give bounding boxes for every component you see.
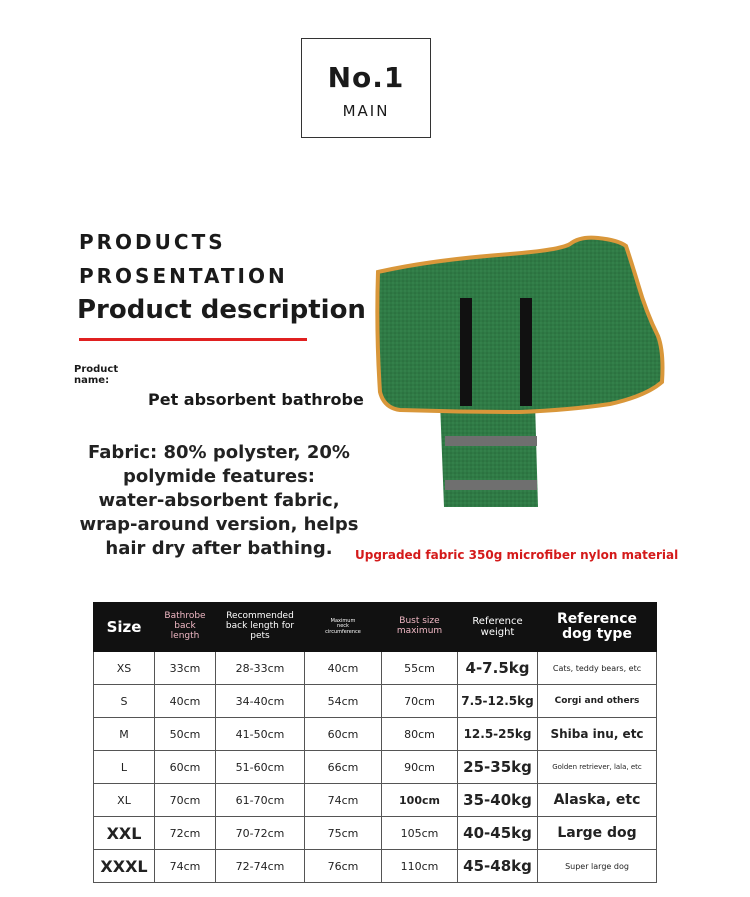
cell-back: 50cm bbox=[155, 718, 216, 751]
table-row bbox=[94, 718, 657, 751]
header-line: Bust size bbox=[399, 616, 440, 627]
cell-weight: 35-40kg bbox=[458, 784, 538, 817]
cell-bust: 70cm bbox=[382, 685, 458, 718]
table-row bbox=[94, 817, 657, 850]
table-row bbox=[94, 685, 657, 718]
cell-back: 72cm bbox=[155, 817, 216, 850]
cell-back: 74cm bbox=[155, 850, 216, 883]
cell-neck: 60cm bbox=[305, 718, 382, 751]
table-row bbox=[94, 751, 657, 784]
product-name-label bbox=[74, 364, 118, 386]
header-size: Size bbox=[94, 603, 155, 652]
cell-size: L bbox=[94, 751, 155, 784]
fabric-line: wrap-around version, helps bbox=[79, 514, 359, 535]
fabric-line: polymide features: bbox=[122, 466, 316, 487]
header-line: dog type bbox=[562, 626, 632, 642]
header-line: length bbox=[170, 630, 200, 641]
cell-neck: 75cm bbox=[305, 817, 382, 850]
header-back-length bbox=[155, 603, 216, 652]
product-name-value: Pet absorbent bathrobe bbox=[148, 390, 364, 409]
cell-weight: 25-35kg bbox=[458, 751, 538, 784]
size-table bbox=[93, 602, 657, 883]
header-line: back length for bbox=[225, 621, 295, 632]
header-recommended bbox=[216, 603, 305, 652]
header-line: Reference bbox=[556, 610, 638, 627]
badge-number: No.1 bbox=[327, 61, 405, 94]
product-name-label-line2: name: bbox=[74, 375, 110, 386]
table-row bbox=[94, 784, 657, 817]
cell-rec: 61-70cm bbox=[216, 784, 305, 817]
header-neck bbox=[305, 603, 382, 652]
header-line: weight bbox=[480, 627, 515, 638]
cell-bust: 105cm bbox=[382, 817, 458, 850]
robe-body bbox=[377, 238, 662, 412]
upgraded-fabric-note: Upgraded fabric 350g microfiber nylon material bbox=[355, 548, 679, 562]
cell-rec: 72-74cm bbox=[216, 850, 305, 883]
cell-rec: 34-40cm bbox=[216, 685, 305, 718]
cell-weight: 12.5-25kg bbox=[458, 718, 538, 751]
cell-back: 33cm bbox=[155, 652, 216, 685]
cell-bust: 110cm bbox=[382, 850, 458, 883]
heading-prosentation: PROSENTATION bbox=[79, 264, 288, 288]
header-weight bbox=[458, 603, 538, 652]
cell-dog: Golden retriever, lala, etc bbox=[538, 751, 657, 784]
bathrobe-image bbox=[370, 232, 670, 512]
cell-dog: Super large dog bbox=[538, 850, 657, 883]
header-line: back bbox=[174, 621, 196, 632]
cell-neck: 74cm bbox=[305, 784, 382, 817]
header-dog-type bbox=[538, 603, 657, 652]
reflective-strip bbox=[445, 480, 537, 490]
heading-products: PRODUCTS bbox=[79, 230, 226, 254]
fabric-line: hair dry after bathing. bbox=[105, 538, 333, 559]
header-line: circumference bbox=[325, 628, 361, 635]
header-line: pets bbox=[250, 630, 270, 641]
cell-weight: 7.5-12.5kg bbox=[458, 685, 538, 718]
velcro-strap bbox=[520, 298, 532, 406]
cell-weight: 4-7.5kg bbox=[458, 652, 538, 685]
cell-weight: 45-48kg bbox=[458, 850, 538, 883]
header-line: Reference bbox=[472, 616, 523, 627]
main-badge bbox=[301, 38, 431, 138]
title-underline bbox=[79, 338, 307, 341]
fabric-line: water-absorbent fabric, bbox=[98, 490, 340, 511]
header-line: maximum bbox=[396, 626, 443, 636]
cell-rec: 41-50cm bbox=[216, 718, 305, 751]
cell-neck: 76cm bbox=[305, 850, 382, 883]
table-row bbox=[94, 652, 657, 685]
cell-bust: 100cm bbox=[382, 784, 458, 817]
cell-dog: Corgi and others bbox=[538, 685, 657, 718]
table-header-row bbox=[94, 603, 657, 652]
cell-bust: 90cm bbox=[382, 751, 458, 784]
cell-weight: 40-45kg bbox=[458, 817, 538, 850]
product-description-title: Product description bbox=[77, 295, 366, 325]
cell-rec: 70-72cm bbox=[216, 817, 305, 850]
cell-size: S bbox=[94, 685, 155, 718]
cell-size: XXL bbox=[94, 817, 155, 850]
cell-dog: Cats, teddy bears, etc bbox=[538, 652, 657, 685]
reflective-strip bbox=[445, 436, 537, 446]
cell-neck: 40cm bbox=[305, 652, 382, 685]
fabric-line: Fabric: 80% polyster, 20% bbox=[88, 442, 350, 463]
cell-size: M bbox=[94, 718, 155, 751]
product-name-label-line1: Product bbox=[74, 364, 119, 375]
header-line: neck bbox=[337, 623, 349, 630]
badge-label: MAIN bbox=[342, 102, 390, 120]
cell-neck: 54cm bbox=[305, 685, 382, 718]
velcro-strap bbox=[460, 298, 472, 406]
cell-rec: 28-33cm bbox=[216, 652, 305, 685]
cell-dog: Alaska, etc bbox=[538, 784, 657, 817]
cell-bust: 80cm bbox=[382, 718, 458, 751]
cell-size: XS bbox=[94, 652, 155, 685]
header-line: Recommended bbox=[226, 611, 294, 622]
header-line: Bathrobe bbox=[164, 611, 206, 622]
cell-dog: Large dog bbox=[538, 817, 657, 850]
cell-rec: 51-60cm bbox=[216, 751, 305, 784]
cell-back: 60cm bbox=[155, 751, 216, 784]
header-line: Maximum bbox=[330, 617, 356, 624]
table-row bbox=[94, 850, 657, 883]
cell-back: 70cm bbox=[155, 784, 216, 817]
cell-neck: 66cm bbox=[305, 751, 382, 784]
fabric-description bbox=[74, 441, 364, 561]
cell-back: 40cm bbox=[155, 685, 216, 718]
header-bust bbox=[382, 603, 458, 652]
cell-size: XXXL bbox=[94, 850, 155, 883]
cell-dog: Shiba inu, etc bbox=[538, 718, 657, 751]
cell-bust: 55cm bbox=[382, 652, 458, 685]
robe-belly-flap bbox=[440, 402, 538, 507]
cell-size: XL bbox=[94, 784, 155, 817]
